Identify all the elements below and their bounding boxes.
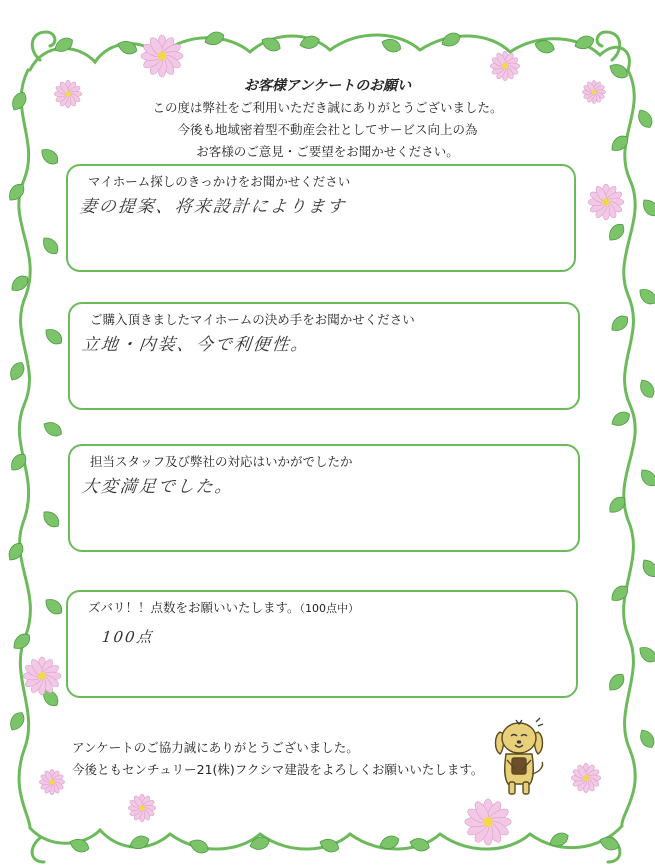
flower-icon — [465, 799, 511, 845]
leaf-icon — [605, 671, 627, 694]
question-label-3: 担当スタッフ及び弊社の対応はいかがでしたか — [90, 454, 353, 469]
leaf-icon — [116, 38, 139, 56]
leaf-icon — [608, 313, 631, 335]
question-label-1: マイホーム探しのきっかけをお聞かせください — [88, 174, 351, 189]
question-label-2: ご購入頂きましたマイホームの決め手をお聞かせください — [90, 312, 415, 327]
leaf-icon — [203, 30, 226, 48]
intro-line-1: この度は弊社をご利用いただき誠にありがとうございました。 — [152, 100, 503, 115]
footer-company-message: 今後ともセンチュリー21(株)フクシマ建設をよろしくお願いいたします。 — [72, 762, 484, 777]
question-box-1 — [66, 164, 576, 272]
leaf-icon — [41, 419, 64, 439]
flower-icon — [23, 657, 61, 695]
leaf-icon — [637, 466, 655, 489]
leaf-icon — [408, 836, 430, 853]
question-label-4 — [88, 598, 359, 616]
leaf-icon — [636, 643, 655, 665]
answer-text-2: 立地・内装、今で利便性。 — [80, 335, 311, 355]
question-label-4-main: ズバリ！！点数をお願いいたします。 — [88, 600, 300, 615]
intro-line-2: 今後も地域密着型不動産会社としてサービス向上の為 — [177, 122, 478, 137]
flower-icon — [588, 184, 624, 220]
leaf-icon — [636, 285, 655, 307]
leaf-icon — [598, 834, 621, 852]
flower-icon — [39, 769, 64, 794]
flower-icon — [141, 35, 183, 77]
leaf-icon — [5, 181, 27, 204]
question-box-3 — [68, 444, 580, 552]
leaf-icon — [7, 710, 27, 733]
leaf-icon — [40, 508, 63, 531]
question-box-2 — [68, 302, 580, 410]
leaf-icon — [609, 409, 632, 429]
leaf-icon — [637, 377, 655, 400]
leaf-icon — [128, 834, 151, 852]
leaf-icon — [7, 360, 27, 383]
leaf-icon — [637, 727, 655, 750]
leaf-icon — [42, 595, 65, 617]
survey-title: お客様アンケートのお願い — [243, 78, 412, 94]
leaf-icon — [639, 557, 655, 580]
leaf-icon — [5, 540, 26, 563]
question-box-4 — [66, 590, 578, 698]
intro-line-3: お客様のご意見・ご要望をお聞かせください。 — [196, 144, 459, 159]
answer-text-4: 100点 — [101, 628, 155, 646]
answer-text-1: 妻の提案、将来設計によります — [78, 197, 347, 217]
leaf-icon — [318, 836, 341, 854]
footer-thanks: アンケートのご協力誠にありがとうございました。 — [72, 740, 359, 755]
flower-icon — [571, 763, 600, 792]
flower-icon — [128, 794, 155, 821]
answer-text-3: 大変満足でした。 — [80, 477, 235, 497]
leaf-icon — [42, 325, 65, 347]
question-label-4-suffix: （100点中） — [299, 602, 360, 615]
leaf-icon — [639, 196, 655, 219]
dog-mascot-icon — [492, 716, 546, 798]
leaf-icon — [605, 221, 627, 244]
leaf-icon — [39, 234, 61, 257]
